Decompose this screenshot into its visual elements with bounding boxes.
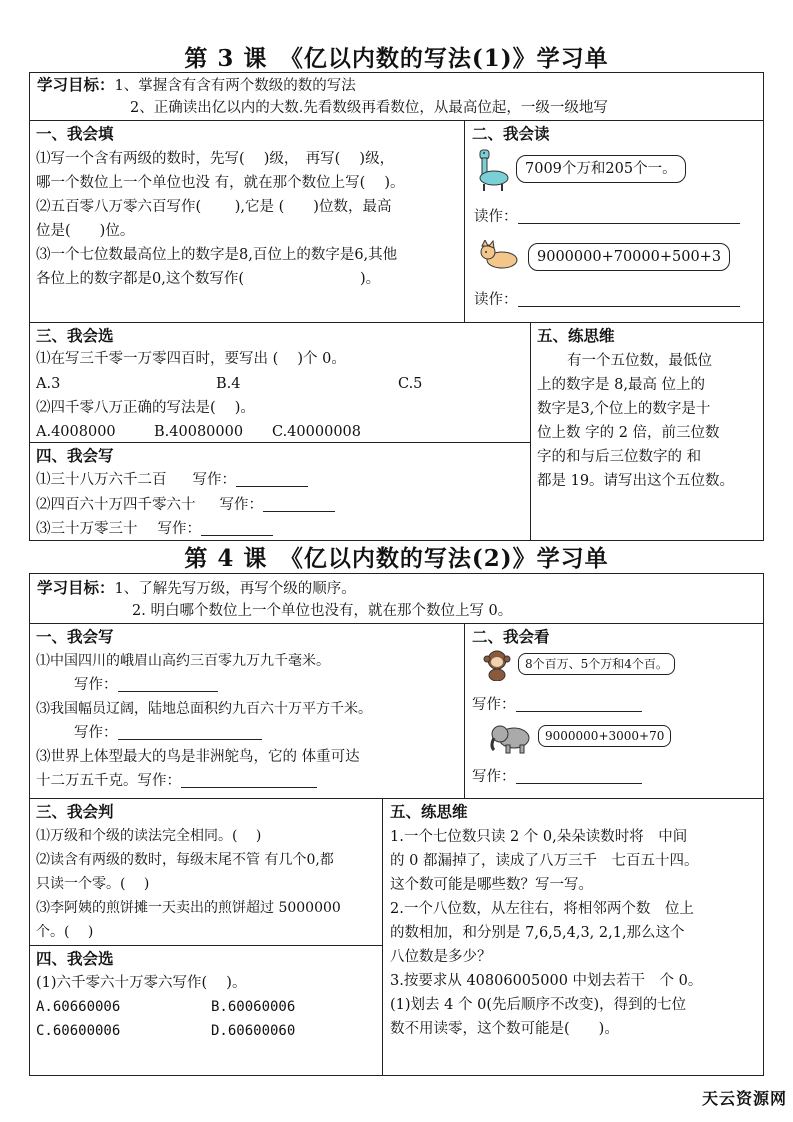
section-heading: 三、我会判 (36, 802, 114, 821)
write-line (472, 693, 642, 717)
write-label: 写作： (157, 521, 201, 537)
fill-line: ⑴写一个含有两级的数时，先写( )级， 再写( )级， (36, 151, 395, 167)
judge-line: ⑴万级和个级的读法完全相同。( ) (36, 828, 262, 844)
think-line: 3.按要求从 40806005000 中划去若干 个 0。 (390, 973, 703, 989)
write-line (472, 765, 642, 789)
answer-blank[interactable] (201, 519, 273, 536)
watermark: 天云资源网 (701, 1089, 787, 1108)
section-heading: 二、我会读 (472, 124, 550, 143)
read-label: 读作： (474, 209, 518, 225)
section-heading: 一、我会填 (36, 124, 114, 143)
think-line: 有一个五位数，最低位 (567, 353, 712, 369)
option-c[interactable]: C.5 (398, 376, 423, 392)
think-line: 数字是3,个位上的数字是十 (537, 401, 711, 417)
write-line (74, 673, 218, 697)
lesson4-goal1 (37, 576, 356, 601)
think-line: 都是 19。请写出这个五位数。 (537, 473, 735, 489)
judge-line: 个。( ) (36, 924, 94, 940)
section-heading: 一、我会写 (36, 627, 114, 646)
option-c[interactable]: C.40000008 (272, 424, 361, 440)
divider (464, 623, 465, 798)
section-heading: 五、练思维 (390, 802, 468, 821)
write-label: 写作： (472, 697, 516, 713)
answer-blank[interactable] (118, 723, 262, 740)
think-line: (1)划去 4 个 0(先后顺序不改变)，得到的七位 (390, 997, 687, 1013)
write-line (36, 769, 317, 793)
lesson4-goal2: 2. 明白哪个数位上一个单位也没有，就在那个数位上写 0。 (132, 603, 513, 619)
write-prompt: ⑴三十八万六千二百 (36, 472, 167, 488)
option-b[interactable]: B.60060006 (211, 999, 296, 1015)
write-label: 写作： (74, 677, 118, 693)
write-line (36, 493, 335, 517)
section-heading: 二、我会看 (472, 627, 550, 646)
fill-line: 位是( )位。 (36, 223, 135, 239)
write-prompt: ⑶世界上体型最大的鸟是非洲鸵鸟，它的 体重可达 (36, 749, 360, 765)
elephant-icon (488, 720, 534, 754)
option-a[interactable]: A.4008000 (36, 424, 116, 440)
think-line: 上的数字是 8,最高 位上的 (537, 377, 706, 393)
answer-blank[interactable] (516, 767, 642, 784)
lesson3-title: 第 3 课 《亿以内数的写法(1)》学习单 (184, 45, 609, 72)
section-heading: 四、我会写 (36, 446, 114, 465)
read-line (474, 288, 740, 312)
divider (464, 120, 465, 322)
option-a[interactable]: A.3 (36, 376, 61, 392)
write-prompt: ⑶三十万零三十 (36, 521, 138, 537)
divider (29, 120, 764, 121)
option-b[interactable]: B.40080000 (154, 424, 244, 440)
dog-icon (478, 240, 522, 272)
divider (29, 322, 764, 323)
write-label: 写作： (74, 725, 118, 741)
monkey-icon (482, 649, 512, 681)
section-heading: 三、我会选 (36, 326, 114, 345)
write-prompt: ⑶我国幅员辽阔，陆地总面积约九百六十万平方千米。 (36, 701, 372, 717)
divider (29, 798, 764, 799)
write-line (74, 721, 262, 745)
goal-label: 学习目标： (37, 578, 115, 597)
speech-bubble: 8个百万、5个万和4个百。 (518, 653, 675, 675)
speech-bubble: 9000000+70000+500+3 (528, 243, 730, 271)
answer-blank[interactable] (118, 675, 218, 692)
write-label: 写作： (192, 472, 236, 488)
write-prompt: 十二万五千克。写作： (36, 773, 181, 789)
lesson3-goal2: 2、正确读出亿以内的大数.先看数级再看数位，从最高位起，一级一级地写 (130, 100, 608, 116)
question: (1)六千零六十万零六写作( )。 (36, 975, 247, 991)
think-line: 位上数 字的 2 倍，前三位数 (537, 425, 720, 441)
goal-text: 1、了解先写万级，再写个级的顺序。 (114, 581, 356, 597)
question: ⑴在写三千零一万零四百时，要写出 ( )个 0。 (36, 351, 346, 367)
think-line: 八位数是多少？ (390, 949, 492, 965)
divider (29, 623, 764, 624)
answer-blank[interactable] (263, 495, 335, 512)
answer-blank[interactable] (181, 771, 317, 788)
section-heading: 四、我会选 (36, 949, 114, 968)
write-prompt: ⑴中国四川的峨眉山高约三百零九万九千毫米。 (36, 653, 330, 669)
think-line: 这个数可能是哪些数？写一写。 (390, 877, 593, 893)
speech-bubble: 7009个万和205个一。 (516, 155, 686, 183)
divider (29, 945, 382, 946)
divider (530, 322, 531, 541)
write-label: 写作： (219, 497, 263, 513)
speech-bubble: 9000000+3000+70 (538, 725, 671, 747)
think-line: 的 0 都漏掉了，读成了八万三千 七百五十四。 (390, 853, 699, 869)
giraffe-icon (474, 146, 512, 192)
judge-line: ⑵读含有两级的数时，每级末尾不管 有几个0,都 (36, 852, 334, 868)
think-line: 1.一个七位数只读 2 个 0,朵朵读数时将 中间 (390, 829, 688, 845)
think-line: 字的和与后三位数字的 和 (537, 449, 702, 465)
write-prompt: ⑵四百六十万四千零六十 (36, 497, 196, 513)
option-b[interactable]: B.4 (216, 376, 241, 392)
think-line: 2.一个八位数，从左往右，将相邻两个数 位上 (390, 901, 694, 917)
fill-line: 各位上的数字都是0,这个数写作( )。 (36, 271, 381, 287)
answer-blank[interactable] (236, 470, 308, 487)
option-a[interactable]: A.60660006 (36, 999, 121, 1015)
answer-blank[interactable] (516, 695, 642, 712)
answer-blank[interactable] (518, 207, 740, 224)
judge-line: ⑶李阿姨的煎饼摊一天卖出的煎饼超过 5000000 (36, 900, 341, 916)
fill-line: ⑵五百零八万零六百写作( ),它是 ( )位数，最高 (36, 199, 392, 215)
goal-label: 学习目标： (37, 75, 115, 94)
write-line (36, 468, 308, 492)
judge-line: 只读一个零。( ) (36, 876, 150, 892)
fill-line: 哪一个数位上一个单位也没 有，就在那个数位上写( )。 (36, 175, 405, 191)
lesson4-title: 第 4 课 《亿以内数的写法(2)》学习单 (184, 545, 609, 572)
fill-line: ⑶一个七位数最高位上的数字是8,百位上的数字是6,其他 (36, 247, 398, 263)
goal-text: 1、掌握含有含有两个数级的数的写法 (114, 78, 356, 94)
lesson3-goal1 (37, 73, 356, 98)
answer-blank[interactable] (518, 290, 740, 307)
think-line: 数不用读零，这个数可能是( )。 (390, 1021, 619, 1037)
read-line (474, 205, 740, 229)
read-label: 读作： (474, 292, 518, 308)
section-heading: 五、练思维 (537, 326, 615, 345)
option-d[interactable]: D.60600060 (211, 1023, 296, 1039)
option-c[interactable]: C.60600006 (36, 1023, 121, 1039)
divider (382, 798, 383, 1076)
write-label: 写作： (472, 769, 516, 785)
think-line: 的数相加，和分别是 7,6,5,4,3, 2,1,那么这个 (390, 925, 685, 941)
question: ⑵四千零八万正确的写法是( )。 (36, 400, 255, 416)
write-line (36, 517, 273, 541)
